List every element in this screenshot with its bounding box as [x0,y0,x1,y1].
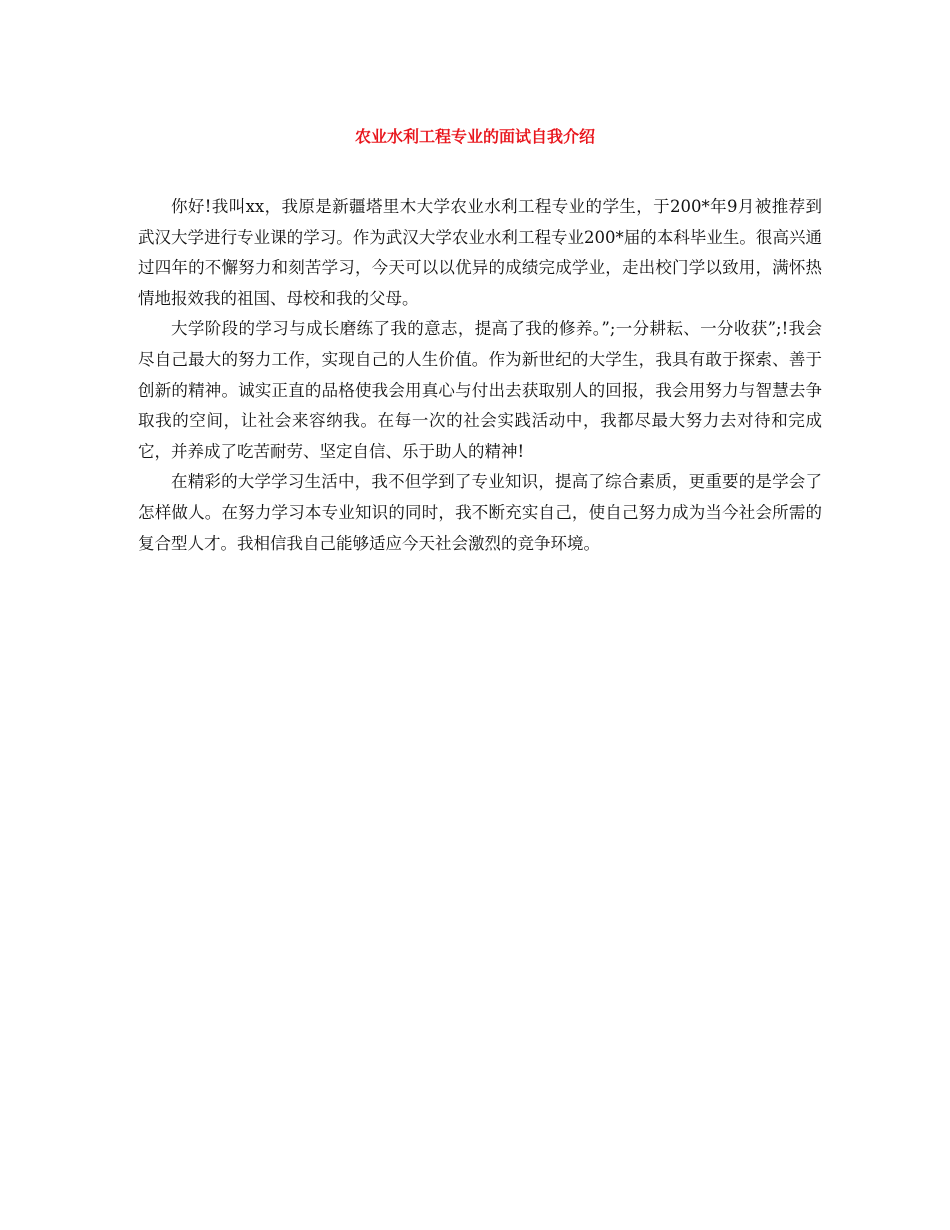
paragraph-3: 在精彩的大学学习生活中，我不但学到了专业知识，提高了综合素质，更重要的是学会了怎样做人。在努力学习本专业知识的同时，我不断充实自己，使自己努力成为当今社会所需的复合型人才。我相信我自己能够适应今天社会激烈的竞争环境。 [138,472,822,553]
document-title: 农业水利工程专业的面试自我介绍 [354,127,595,146]
document-body [138,192,822,559]
paragraph-1: 你好!我叫xx，我原是新疆塔里木大学农业水利工程专业的学生，于200*年9月被推荐到武汉大学进行专业课的学习。作为武汉大学农业水利工程专业200*届的本科毕业生。很高兴通过四年的不懈努力和刻苦学习，今天可以以优异的成绩完成学业，走出校门学以致用，满怀热情地报效我的祖国、母校和我的父母。 [138,197,822,308]
paragraph-2: 大学阶段的学习与成长磨练了我的意志，提高了我的修养。”;一分耕耘、一分收获”;!我会尽自己最大的努力工作，实现自己的人生价值。作为新世纪的大学生，我具有敢于探索、善于创新的精神。诚实正直的品格使我会用真心与付出去获取别人的回报，我会用努力与智慧去争取我的空间，让社会来容纳我。在每一次的社会实践活动中，我都尽最大努力去对待和完成它，并养成了吃苦耐劳、坚定自信、乐于助人的精神! [138,319,822,461]
